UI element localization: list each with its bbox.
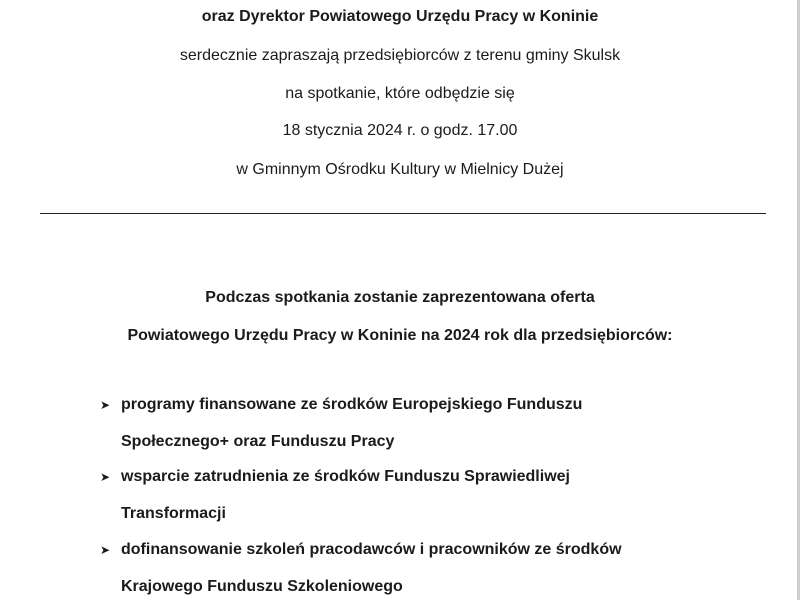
arrow-bullet-icon: ➤ bbox=[100, 543, 111, 557]
horizontal-divider bbox=[40, 213, 766, 214]
bullet-text-line: programy finansowane ze środków Europejskiego Funduszu bbox=[121, 396, 583, 413]
arrow-bullet-icon: ➤ bbox=[100, 470, 111, 484]
bullet-text-line: dofinansowanie szkoleń pracodawców i pracowników ze środków bbox=[121, 541, 622, 558]
arrow-bullet-icon: ➤ bbox=[100, 398, 111, 412]
bullet-text-line: Krajowego Funduszu Szkoleniowego bbox=[121, 578, 403, 595]
intro-line-offer: Podczas spotkania zostanie zaprezentowana oferta bbox=[205, 289, 595, 306]
bullet-text-line: Transformacji bbox=[121, 505, 226, 522]
header-line-location: w Gminnym Ośrodku Kultury w Mielnicy Dużej bbox=[236, 161, 564, 178]
header-line-invitation: serdecznie zapraszają przedsiębiorców z terenu gminy Skulsk bbox=[179, 47, 621, 64]
header-line-meeting: na spotkanie, które odbędzie się bbox=[285, 85, 515, 102]
bullet-text-line: wsparcie zatrudnienia ze środków Funduszu Sprawiedliwej bbox=[121, 468, 570, 485]
header-line-director: oraz Dyrektor Powiatowego Urzędu Pracy w Koninie bbox=[201, 8, 599, 25]
intro-line-office: Powiatowego Urzędu Pracy w Koninie na 2024 rok dla przedsiębiorców: bbox=[127, 327, 673, 344]
header-line-date: 18 stycznia 2024 r. o godz. 17.00 bbox=[282, 122, 518, 139]
bullet-text-line: Społecznego+ oraz Funduszu Pracy bbox=[121, 433, 395, 450]
